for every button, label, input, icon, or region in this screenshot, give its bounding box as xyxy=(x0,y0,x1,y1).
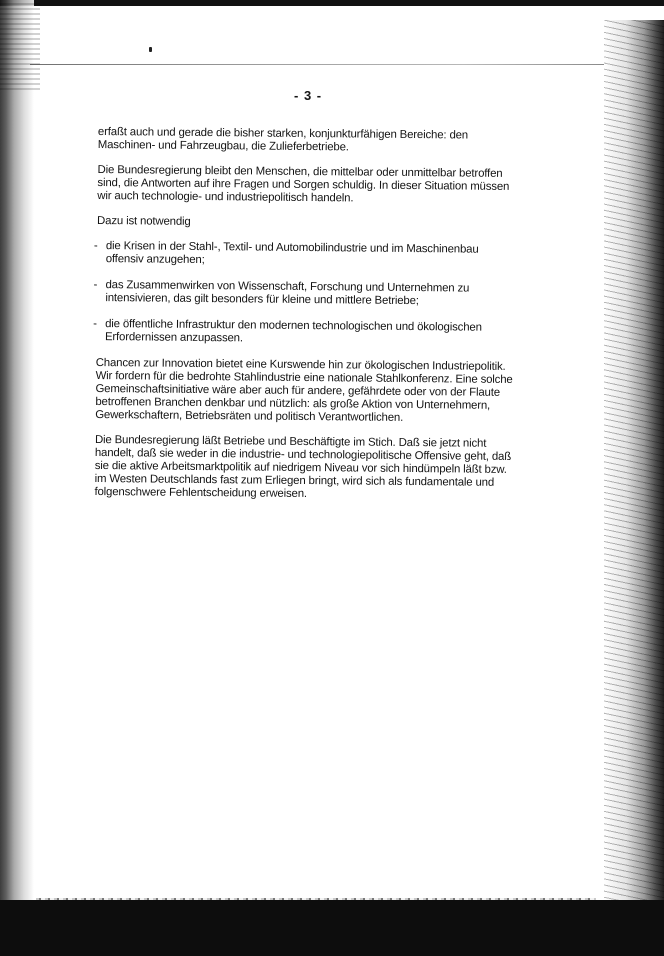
list-item: - die öffentliche Infrastruktur den modernen technologischen und ökologischen Erfordernissen anzupassen. xyxy=(93,318,516,348)
page-number: - 3 - xyxy=(294,88,323,103)
list-item: - die Krisen in der Stahl-, Textil- und Automobilindustrie und im Maschinenbau offensiv anzugehen; xyxy=(94,240,517,270)
scan-speckle xyxy=(0,0,40,90)
paragraph-conclusion: Die Bundesregierung läßt Betriebe und Beschäftigte im Stich. Daß sie jetzt nicht handelt, daß sie weder in die industrie- und technologiepolitische Offensive geht, daß sie die aktive Arbeitsmarktpolitik auf niedrigem Niveau vor sich hindümpeln läßt bzw. im Westen Deutschlands fast zum Erliegen bringt, wird sich als fundamentale und folgenschwere Fehlentscheidung erweisen. xyxy=(94,433,512,501)
scan-fold-line xyxy=(30,64,650,65)
scan-edge-left xyxy=(0,0,34,900)
paragraph-government: Die Bundesregierung bleibt den Menschen, die mittelbar oder unmittelbar betroffen sind, die Antworten auf ihre Fragen und Sorgen schuldig. In dieser Situation müssen wir auch technologie- und industriepolitisch handeln. xyxy=(97,163,510,205)
scan-dot xyxy=(149,47,152,52)
scan-edge-top xyxy=(0,0,664,6)
scan-edge-right xyxy=(604,20,664,910)
paragraph-continuation: erfaßt auch und gerade die bisher starken, konjunkturfähigen Bereiche: den Maschinen- und Fahrzeugbau, die Zulieferbetriebe. xyxy=(97,126,469,154)
requirements-list xyxy=(96,240,517,348)
paragraph-list-intro: Dazu ist notwendig xyxy=(97,214,191,228)
scan-edge-bottom xyxy=(0,900,664,956)
document-body xyxy=(94,126,518,515)
list-item: - das Zusammenwirken von Wissenschaft, Forschung und Unternehmen zu intensivieren, das gilt besonders für kleine und mittlere Betriebe; xyxy=(93,279,516,309)
paragraph-innovation: Chancen zur Innovation bietet eine Kurswende hin zur ökologischen Industriepolitik. Wir fordern für die bedrohte Stahlindustrie eine nationale Stahlkonferenz. Eine solche Gemeinschaftsinitiative wäre aber auch für andere, gefährdete oder von der Flaute betroffenen Branchen denkbar und nützlich: als große Aktion von Unternehmern, Gewerkschaftern, Betriebsräten und politisch Verantwortlichen. xyxy=(95,356,513,424)
